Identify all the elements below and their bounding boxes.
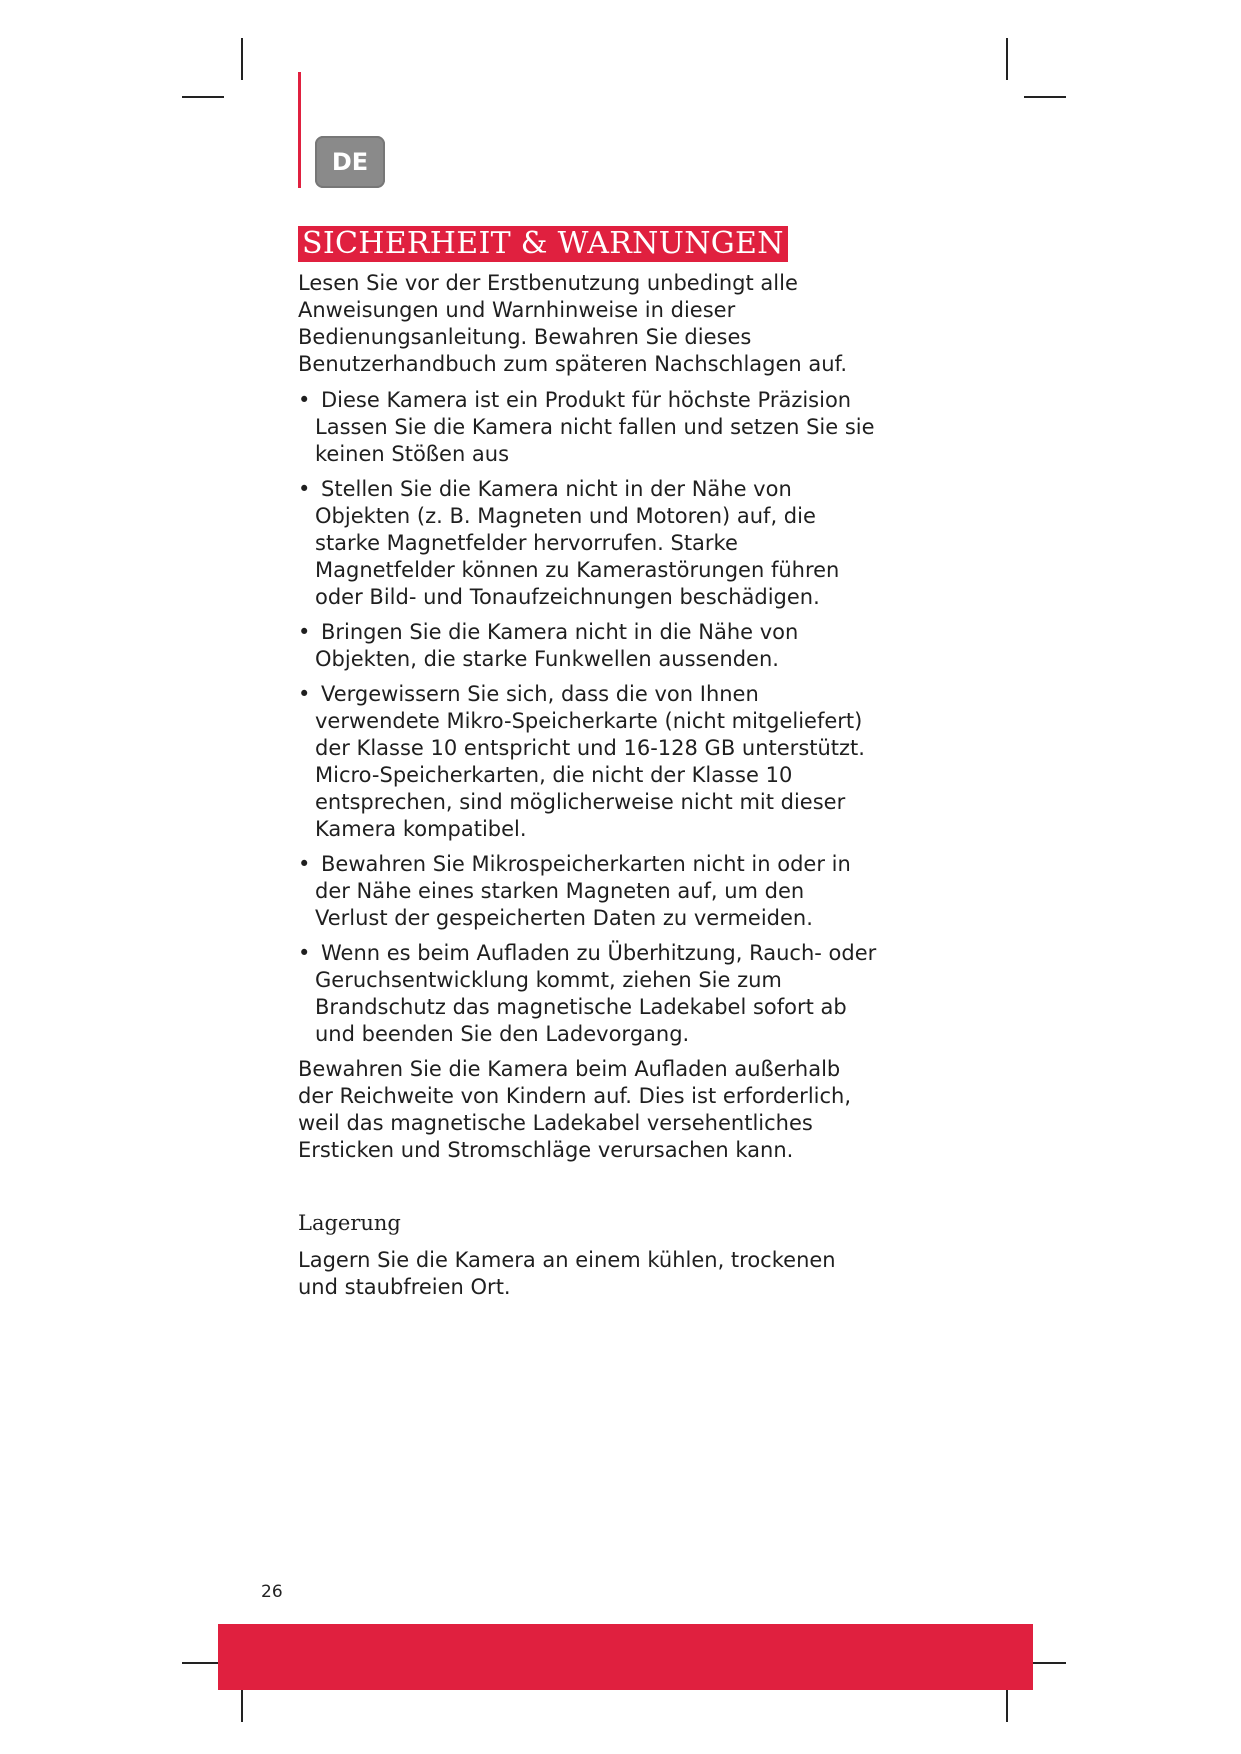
list-item	[298, 619, 878, 673]
storage-paragraph: Lagern Sie die Kamera an einem kühlen, trockenen und staubfreien Ort.	[298, 1248, 836, 1299]
list-item	[298, 851, 878, 932]
language-badge: DE	[315, 136, 385, 188]
list-item-text: • Vergewissern Sie sich, dass die von Ihnen verwendete Mikro-Speicherkarte (nicht mitgeliefert) der Klasse 10 entspricht und 16-128 GB unterstützt. Micro-Speicherkarten, die nicht der Klasse 10 entsprechen, sind möglicherweise nicht mit dieser Kamera kompatibel.	[315, 682, 865, 841]
footer-accent-bar	[218, 1624, 1033, 1690]
list-item	[298, 681, 878, 843]
page-number: 26	[261, 1582, 283, 1602]
list-item-text: • Bringen Sie die Kamera nicht in die Nähe von Objekten, die starke Funkwellen aussenden.	[315, 620, 799, 671]
warning-list	[298, 387, 878, 1048]
list-item	[298, 940, 878, 1048]
crop-mark-top-left-horizontal	[182, 96, 224, 98]
intro-paragraph: Lesen Sie vor der Erstbenutzung unbedingt alle Anweisungen und Warnhinweise in dieser Bedienungsanleitung. Bewahren Sie dieses Benutzerhandbuch zum späteren Nachschlagen auf.	[298, 271, 848, 376]
list-item-text: • Wenn es beim Aufladen zu Überhitzung, Rauch- oder Geruchsentwicklung kommt, ziehen Sie zum Brandschutz das magnetische Ladekabel sofort ab und beenden Sie den Ladevorgang.	[315, 941, 877, 1046]
crop-mark-top-right-vertical	[1006, 38, 1008, 80]
list-item-text: • Bewahren Sie Mikrospeicherkarten nicht in oder in der Nähe eines starken Magneten auf, um den Verlust der gespeicherten Daten zu vermeiden.	[315, 852, 851, 930]
header-accent-rule	[298, 72, 301, 188]
closing-paragraph: Bewahren Sie die Kamera beim Aufladen außerhalb der Reichweite von Kindern auf. Dies ist erforderlich, weil das magnetische Ladekabel versehentliches Ersticken und Stromschläge verursachen kann.	[298, 1057, 852, 1162]
crop-mark-top-right-horizontal	[1024, 96, 1066, 98]
section-title: SICHERHEIT & WARNUNGEN	[298, 226, 788, 262]
list-item-text: • Diese Kamera ist ein Produkt für höchste Präzision Lassen Sie die Kamera nicht fallen und setzen Sie sie keinen Stößen aus	[315, 388, 875, 466]
storage-heading: Lagerung	[298, 1211, 401, 1235]
page-content	[298, 270, 878, 1301]
crop-mark-top-left-vertical	[241, 38, 243, 80]
list-item-text: • Stellen Sie die Kamera nicht in der Nähe von Objekten (z. B. Magneten und Motoren) auf, die starke Magnetfelder hervorrufen. Starke Magnetfelder können zu Kamerastörungen führen oder Bild- und Tonaufzeichnungen beschädigen.	[315, 477, 840, 609]
list-item	[298, 387, 878, 468]
list-item	[298, 476, 878, 611]
